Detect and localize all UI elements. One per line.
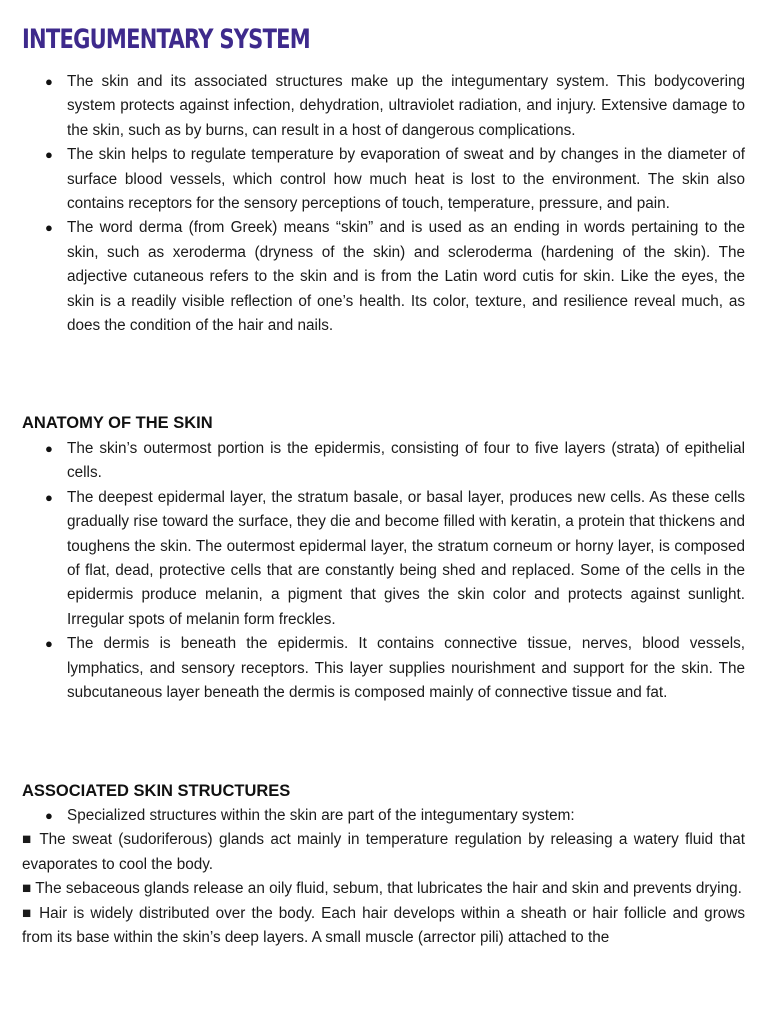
list-item-text: The word derma (from Greek) means “skin” and is used as an ending in words pertaining to the skin, such as xeroderma (dryness of the skin) and scleroderma (hardening of the skin). The adjective cutaneous refers to the skin and is from the Latin word cutis for skin. Like the eyes, the skin is a readily visible reflection of one’s health. Its color, texture, and resilience reveal much, as does the condition of the hair and nails. [67,219,745,335]
list-item [0,437,745,486]
structures-bullet-list [22,804,745,828]
intro-section [22,70,745,338]
sweat-glands-paragraph: ■ The sweat (sudoriferous) glands act mainly in temperature regulation by releasing a watery fluid that evaporates to cool the body. [22,831,745,873]
list-item-text: The deepest epidermal layer, the stratum basale, or basal layer, produces new cells. As these cells gradually rise toward the surface, they die and become filled with keratin, a protein that thickens and toughens the skin. The outermost epidermal layer, the stratum corneum or horny layer, is composed of flat, dead, protective cells that are constantly being shed and replaced. Some of the cells in the epidermis produce melanin, a pigment that gives the skin color and protects against sunlight. Irregular spots of melanin form freckles. [67,488,745,628]
bullet-dot-icon: ● [45,147,53,163]
intro-bullet-list [22,70,745,338]
anatomy-section [22,437,745,705]
list-item-text: The skin’s outermost portion is the epidermis, consisting of four to five layers (strata) of epithelial cells. [67,440,745,482]
page-title: INTEGUMENTARY SYSTEM [22,24,310,55]
list-item-text: Specialized structures within the skin are part of the integumentary system: [67,807,575,824]
list-item [0,216,745,338]
list-item-text: The skin and its associated structures make up the integumentary system. This bodycovering system protects against infection, dehydration, ultraviolet radiation, and injury. Extensive damage to the skin, such as by burns, can result in a host of dangerous complications. [67,73,745,139]
list-item [0,486,745,632]
list-item [0,804,745,828]
bullet-dot-icon: ● [45,808,53,823]
bullet-dot-icon: ● [45,220,53,236]
bullet-dot-icon: ● [45,74,53,89]
structures-section [22,804,745,950]
list-item-text: The skin helps to regulate temperature by evaporation of sweat and by changes in the diameter of surface blood vessels, which control how much heat is lost to the environment. The skin also contains receptors for the sensory perceptions of touch, temperature, pressure, and pain. [67,146,745,213]
bullet-dot-icon: ● [45,489,53,505]
bullet-dot-icon: ● [45,441,53,456]
bullet-dot-icon: ● [45,636,53,652]
list-item [0,70,745,143]
list-item [0,143,745,216]
list-item-text: The dermis is beneath the epidermis. It contains connective tissue, nerves, blood vessels, lymphatics, and sensory receptors. This layer supplies nourishment and support for the skin. The subcutaneous layer beneath the dermis is composed mainly of connective tissue and fat. [67,635,745,702]
anatomy-bullet-list [22,437,745,705]
structures-heading: ASSOCIATED SKIN STRUCTURES [22,782,291,800]
sebaceous-glands-paragraph: ■ The sebaceous glands release an oily fluid, sebum, that lubricates the hair and skin and prevents drying. [22,880,742,898]
anatomy-heading: ANATOMY OF THE SKIN [22,414,213,432]
list-item [0,632,745,705]
hair-paragraph: ■ Hair is widely distributed over the body. Each hair develops within a sheath or hair follicle and grows from its base within the skin’s deep layers. A small muscle (arrector pili) attached to the [22,904,745,947]
